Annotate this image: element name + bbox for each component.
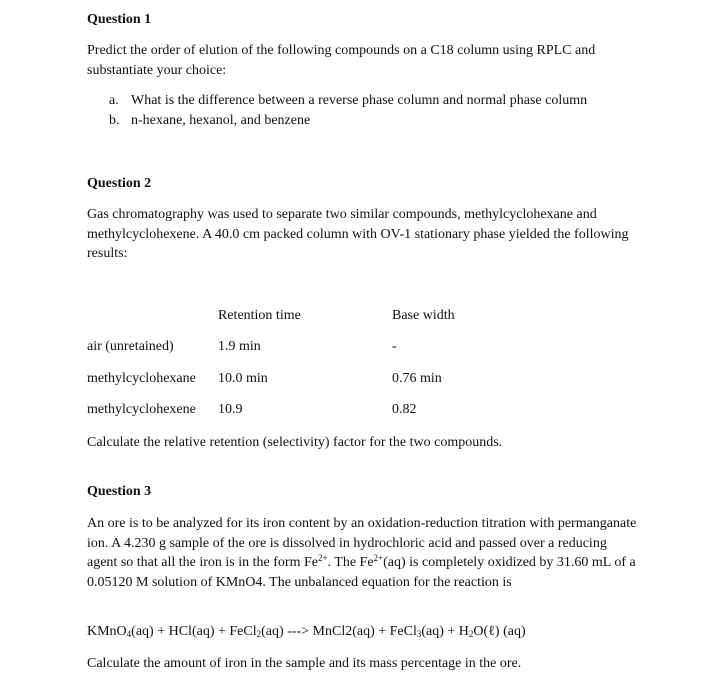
question-1-item-b — [109, 113, 310, 129]
question-1-item-a — [109, 93, 587, 109]
question-2-prompt: Gas chromatography was used to separate two similar compounds, methylcyclohexane and methylcyclohexene. A 40.0 cm packed column with OV-1 stationary phase yielded the following results: — [87, 207, 629, 261]
question-3-task: Calculate the amount of iron in the sample and its mass percentage in the ore. — [87, 656, 522, 671]
row-width: 0.82 — [392, 402, 417, 417]
row-retention: 10.0 min — [218, 371, 268, 386]
question-2-heading: Question 2 — [87, 176, 152, 191]
row-retention: 10.9 — [218, 402, 243, 417]
row-width: 0.76 min — [392, 371, 442, 386]
question-3-prompt: An ore is to be analyzed for its iron content by an oxidation-reduction titration with permanganate ion. A 4.230 g sample of the ore is dissolved in hydrochloric acid and passed over a reducing agent so that all the iron is in the form $Fe^{2+}$. The $Fe^{2+}(aq)$ is completely oxidized by 31.60 mL of a 0.05120 M solution of KMnO4. The unbalanced equation for the reaction is — [87, 516, 637, 590]
reaction-equation: KMnO$_4$(aq) + HCl(aq) + FeCl$_2$(aq) ---> MnCl2(aq) + FeCl$_3$(aq) + $H_2O(\ell)$ (aq) — [87, 624, 526, 639]
question-3-heading: Question 3 — [87, 484, 152, 499]
item-text: What is the difference between a reverse phase column and normal phase column — [131, 93, 588, 108]
question-1-prompt: Predict the order of elution of the following compounds on a C18 column using RPLC and substantiate your choice: — [87, 43, 596, 78]
header-base-width: Base width — [392, 308, 455, 323]
row-name: methylcyclohexane — [87, 371, 196, 386]
row-name: air (unretained) — [87, 339, 174, 354]
item-text: n-hexane, hexanol, and benzene — [131, 113, 311, 128]
question-1-heading: Question 1 — [87, 12, 152, 27]
row-width: - — [392, 339, 397, 354]
question-2-task: Calculate the relative retention (selectivity) factor for the two compounds. — [87, 435, 503, 450]
row-name: methylcyclohexene — [87, 402, 196, 417]
row-retention: 1.9 min — [218, 339, 261, 354]
header-retention-time: Retention time — [218, 308, 301, 323]
item-letter: b. — [109, 113, 120, 128]
item-letter: a. — [109, 93, 119, 108]
